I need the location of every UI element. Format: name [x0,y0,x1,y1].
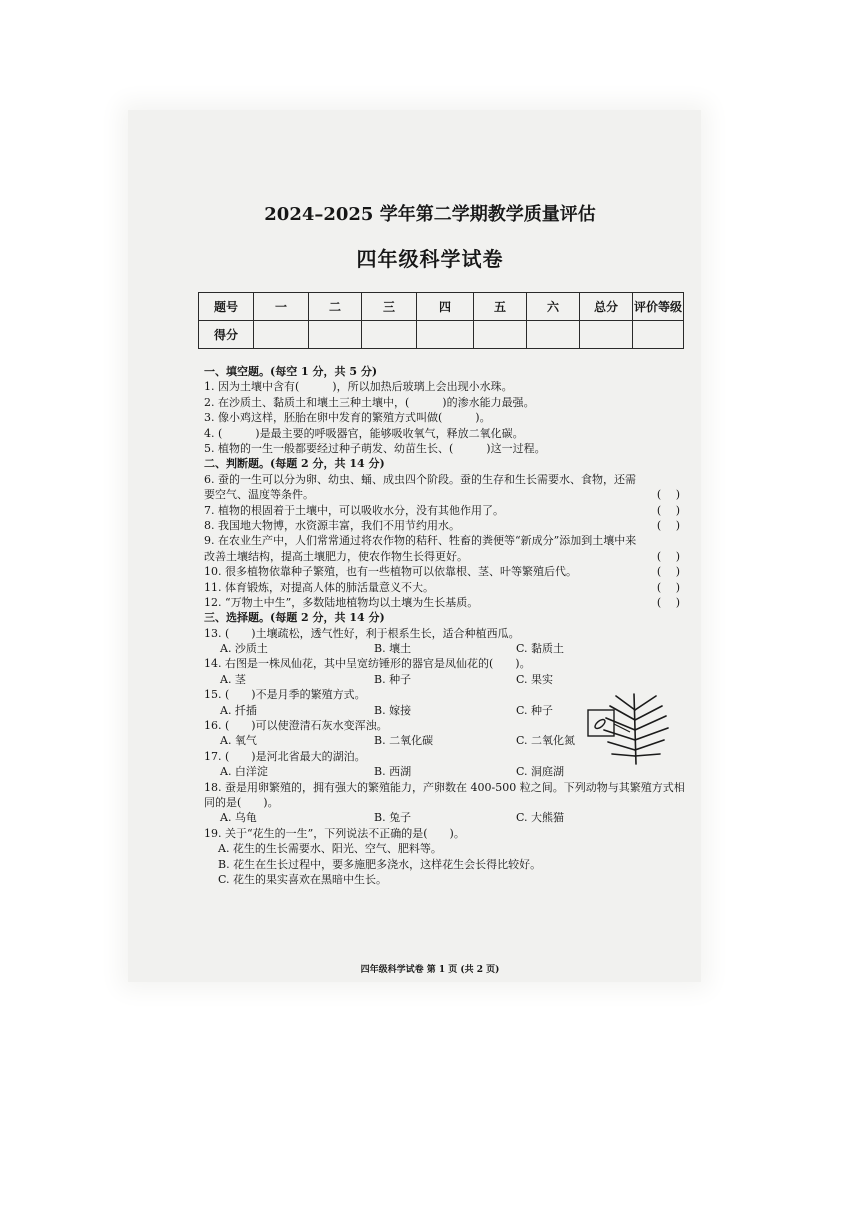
section-heading-choice: 三、选择题。(每题 2 分，共 14 分) [204,611,385,625]
question-11-text: 11. 体育锻炼，对提高人体的肺活量意义不大。 [204,580,434,594]
exam-subtitle: 四年级科学试卷 [356,247,504,271]
cell-question-number-label: 题号 [199,293,254,321]
cell-score-empty [362,321,417,349]
question-13: 13. ( )土壤疏松，透气性好，利于根系生长，适合种植西瓜。 [204,626,520,640]
question-12 [204,595,686,610]
answer-paren: ( ) [656,580,680,594]
cell-grade-label: 评价等级 [633,293,684,321]
score-table-score-row [199,321,684,349]
question-10 [204,564,686,579]
page-footer: 四年级科学试卷 第 1 页 (共 2 页) [360,965,500,975]
question-17: 17. ( )是河北省最大的湖泊。 [204,749,366,763]
option-b: B. 西湖 [374,765,412,779]
score-table-header-row [199,293,684,321]
cell-section-6: 六 [527,293,580,321]
cell-score-empty [417,321,474,349]
question-3: 3. 像小鸡这样，胚胎在卵中发育的繁殖方式叫做( )。 [204,411,491,425]
option-a: A. 扦插 [220,703,257,717]
cell-score-empty [580,321,633,349]
question-7 [204,503,686,518]
option-c: C. 二氧化氮 [516,734,576,748]
question-17-options [204,764,686,779]
option-c: C. 洞庭湖 [516,765,565,779]
question-19-option-c: C. 花生的果实喜欢在黑暗中生长。 [218,872,388,886]
option-a: A. 氧气 [220,734,257,748]
answer-paren: ( ) [656,565,680,579]
question-7-text: 7. 植物的根固着于土壤中，可以吸收水分，没有其他作用了。 [204,503,504,517]
option-b: B. 二氧化碳 [374,734,434,748]
question-1: 1. 因为土壤中含有( )，所以加热后玻璃上会出现小水珠。 [204,380,513,394]
question-11 [204,580,686,595]
option-c: C. 果实 [516,672,554,686]
question-12-text: 12. “万物土中生”，多数陆地植物均以土壤为生长基质。 [204,595,479,609]
question-19-option-b: B. 花生在生长过程中，要多施肥多浇水，这样花生会长得比较好。 [218,857,542,871]
cell-score-empty [527,321,580,349]
question-8-text: 8. 我国地大物博，水资源丰富，我们不用节约用水。 [204,518,460,532]
cell-score-empty [633,321,684,349]
option-a: A. 茎 [220,672,246,686]
question-6-text: 6. 蚕的一生可以分为卵、幼虫、蛹、成虫四个阶段。蚕的生存和生长需要水、食物，还需要空气、温度等条件。 [204,472,636,502]
question-16: 16. ( )可以使澄清石灰水变浑浊。 [204,719,388,733]
question-2: 2. 在沙质土、黏质土和壤土三种土壤中，( )的渗水能力最强。 [204,395,535,409]
question-6 [204,472,686,503]
question-15: 15. ( )不是月季的繁殖方式。 [204,688,366,702]
question-19: 19. 关于“花生的一生”，下列说法不正确的是( )。 [204,826,465,840]
question-10-text: 10. 很多植物依靠种子繁殖，也有一些植物可以依靠根、茎、叶等繁殖后代。 [204,565,577,579]
option-b: B. 壤土 [374,642,412,656]
question-19-option-a: A. 花生的生长需要水、阳光、空气、肥料等。 [218,842,442,856]
option-b: B. 种子 [374,672,412,686]
question-18-options [204,810,686,825]
cell-section-3: 三 [362,293,417,321]
answer-paren: ( ) [656,595,680,609]
question-13-options [204,641,686,656]
section-heading-judge: 二、判断题。(每题 2 分，共 14 分) [204,457,385,471]
exam-title: 2024–2025 学年第二学期教学质量评估 [264,204,596,225]
question-4: 4. ( )是最主要的呼吸器官，能够吸收氧气，释放二氧化碳。 [204,426,524,440]
question-8 [204,518,686,533]
answer-paren: ( ) [656,488,680,502]
cell-score-label: 得分 [199,321,254,349]
question-9 [204,533,686,564]
answer-paren: ( ) [656,503,680,517]
exam-body [204,364,686,887]
option-c: C. 种子 [516,703,554,717]
cell-score-empty [309,321,362,349]
cell-total-label: 总分 [580,293,633,321]
answer-paren: ( ) [656,518,680,532]
cell-section-4: 四 [417,293,474,321]
option-a: A. 白洋淀 [220,765,268,779]
question-14: 14. 右图是一株凤仙花，其中呈宽纺锤形的器官是凤仙花的( )。 [204,657,531,671]
section-heading-fill: 一、填空题。(每空 1 分，共 5 分) [204,365,378,378]
balsam-plant-illustration [578,688,678,766]
answer-paren: ( ) [656,549,680,563]
option-b: B. 兔子 [374,811,412,825]
cell-score-empty [474,321,527,349]
option-a: A. 沙质土 [220,642,268,656]
option-c: C. 黏质土 [516,642,565,656]
score-table [198,292,684,349]
cell-score-empty [254,321,309,349]
question-5: 5. 植物的一生一般都要经过种子萌发、幼苗生长、( )这一过程。 [204,441,546,455]
option-c: C. 大熊猫 [516,811,565,825]
question-14-options [204,672,686,687]
question-9-text: 9. 在农业生产中，人们常常通过将农作物的秸秆、牲畜的粪便等“新成分”添加到土壤中来改善土壤结构，提高土壤肥力，使农作物生长得更好。 [204,534,637,563]
cell-section-2: 二 [309,293,362,321]
option-b: B. 嫁接 [374,703,412,717]
cell-section-5: 五 [474,293,527,321]
option-a: A. 乌龟 [220,811,257,825]
question-18: 18. 蚕是用卵繁殖的，拥有强大的繁殖能力，产卵数在 400-500 粒之间。下列动物与其繁殖方式相同的是( )。 [204,780,685,810]
cell-section-1: 一 [254,293,309,321]
